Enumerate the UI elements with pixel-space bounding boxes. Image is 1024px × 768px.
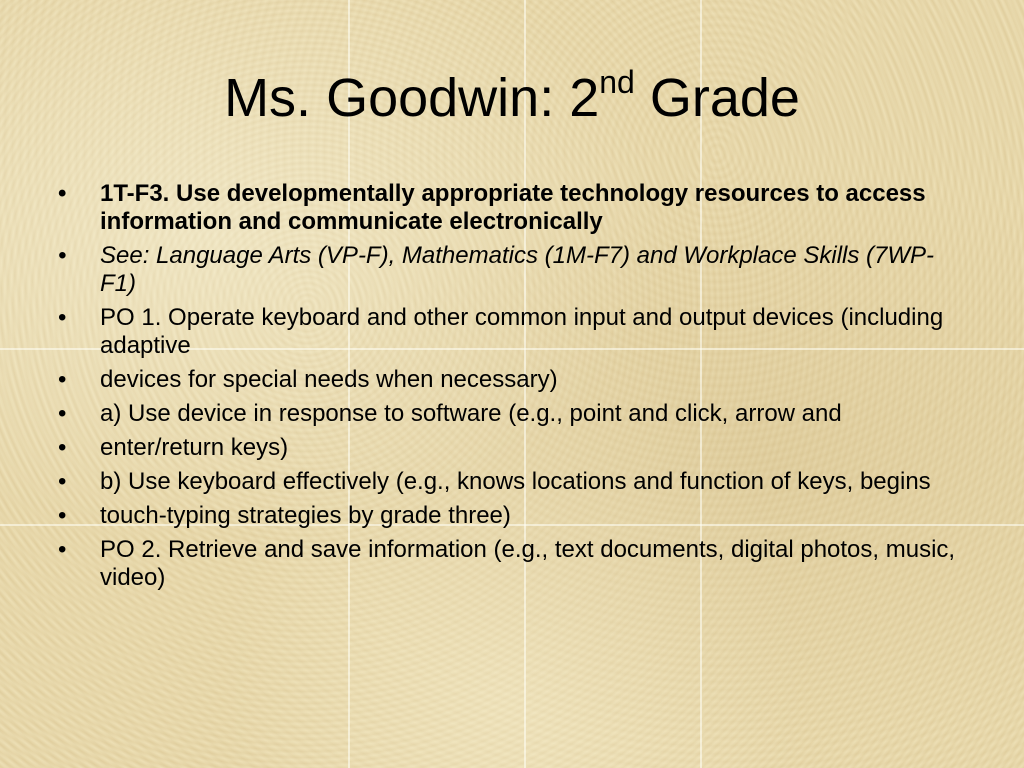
bullet-dot: •: [58, 502, 67, 529]
bullet-text: See: Language Arts (VP-F), Mathematics (1M-F7) and Workplace Skills (7WP-F1): [100, 242, 935, 297]
bullet-text: enter/return keys): [100, 434, 289, 461]
slide-title-tail: Grade: [634, 68, 800, 128]
bullet-item: [58, 502, 958, 530]
bullet-item: [58, 242, 958, 298]
bullet-text: PO 2. Retrieve and save information (e.g., text documents, digital photos, music, video): [100, 536, 956, 591]
slide-title-main: Ms. Goodwin: 2: [224, 68, 600, 128]
bullet-dot: •: [58, 304, 67, 331]
bullet-text: a) Use device in response to software (e.g., point and click, arrow and: [100, 400, 842, 427]
bullet-dot: •: [58, 242, 67, 269]
bullet-item: [58, 536, 958, 592]
bullet-list: [58, 180, 958, 598]
bullet-text: touch-typing strategies by grade three): [100, 502, 511, 529]
bullet-dot: •: [58, 468, 67, 495]
bullet-text: 1T-F3. Use developmentally appropriate technology resources to access information and communicate electronically: [100, 180, 926, 235]
bullet-text: devices for special needs when necessary): [100, 366, 558, 393]
slide-title: [0, 62, 1024, 134]
bullet-item: [58, 400, 958, 428]
bullet-item: [58, 180, 958, 236]
bullet-item: [58, 434, 958, 462]
bullet-dot: •: [58, 434, 67, 461]
bullet-dot: •: [58, 180, 67, 207]
slide-title-superscript: nd: [599, 64, 635, 100]
bullet-item: [58, 468, 958, 496]
bullet-text: b) Use keyboard effectively (e.g., knows locations and function of keys, begins: [100, 468, 931, 495]
bullet-item: [58, 304, 958, 360]
bullet-dot: •: [58, 536, 67, 563]
bullet-dot: •: [58, 366, 67, 393]
bullet-text: PO 1. Operate keyboard and other common input and output devices (including adaptive: [100, 304, 944, 359]
bullet-dot: •: [58, 400, 67, 427]
bullet-item: [58, 366, 958, 394]
